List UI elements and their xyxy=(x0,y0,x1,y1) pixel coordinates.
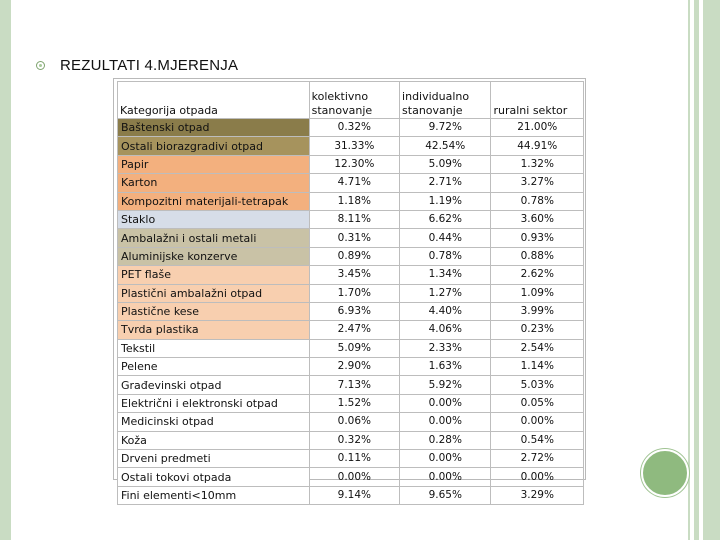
ruralni-cell: 1.09% xyxy=(491,284,584,302)
kolektivno-cell: 1.52% xyxy=(309,394,399,412)
kolektivno-cell: 1.18% xyxy=(309,192,399,210)
table-row xyxy=(118,247,584,265)
table-row xyxy=(118,137,584,155)
kolektivno-cell: 31.33% xyxy=(309,137,399,155)
category-cell: Baštenski otpad xyxy=(118,119,310,137)
header-individualno-line2: stanovanje xyxy=(402,104,463,117)
individualno-cell: 4.40% xyxy=(400,302,491,320)
individualno-cell: 0.44% xyxy=(400,229,491,247)
individualno-cell: 2.33% xyxy=(400,339,491,357)
ruralni-cell: 0.88% xyxy=(491,247,584,265)
ruralni-cell: 44.91% xyxy=(491,137,584,155)
individualno-cell: 0.00% xyxy=(400,413,491,431)
table-row xyxy=(118,450,584,468)
category-cell: Koža xyxy=(118,431,310,449)
kolektivno-cell: 0.00% xyxy=(309,468,399,486)
kolektivno-cell: 0.32% xyxy=(309,431,399,449)
table-row xyxy=(118,266,584,284)
kolektivno-cell: 6.93% xyxy=(309,302,399,320)
category-cell: Plastične kese xyxy=(118,302,310,320)
table-row xyxy=(118,119,584,137)
individualno-cell: 5.92% xyxy=(400,376,491,394)
table-row xyxy=(118,284,584,302)
right-decor-line xyxy=(694,0,699,540)
table-row xyxy=(118,431,584,449)
kolektivno-cell: 2.90% xyxy=(309,358,399,376)
category-cell: Drveni predmeti xyxy=(118,450,310,468)
table-header-row xyxy=(118,82,584,119)
table-body xyxy=(118,119,584,505)
table-row xyxy=(118,468,584,486)
ruralni-cell: 0.23% xyxy=(491,321,584,339)
individualno-cell: 2.71% xyxy=(400,174,491,192)
individualno-cell: 4.06% xyxy=(400,321,491,339)
category-cell: Ostali tokovi otpada xyxy=(118,468,310,486)
kolektivno-cell: 1.70% xyxy=(309,284,399,302)
category-cell: Kompozitni materijali-tetrapak xyxy=(118,192,310,210)
ruralni-cell: 21.00% xyxy=(491,119,584,137)
ruralni-cell: 1.14% xyxy=(491,358,584,376)
individualno-cell: 1.63% xyxy=(400,358,491,376)
individualno-cell: 1.27% xyxy=(400,284,491,302)
header-kolektivno-line2: stanovanje xyxy=(311,104,373,117)
individualno-cell: 9.72% xyxy=(400,119,491,137)
category-cell: Građevinski otpad xyxy=(118,376,310,394)
table-row xyxy=(118,413,584,431)
header-individualno-line1: individualno xyxy=(402,90,470,103)
category-cell: Papir xyxy=(118,155,310,173)
individualno-cell: 0.00% xyxy=(400,468,491,486)
table-row xyxy=(118,155,584,173)
ruralni-cell: 0.00% xyxy=(491,468,584,486)
category-cell: Medicinski otpad xyxy=(118,413,310,431)
bullet-icon xyxy=(36,61,45,70)
ruralni-cell: 3.27% xyxy=(491,174,584,192)
category-cell: Plastični ambalažni otpad xyxy=(118,284,310,302)
right-decor-bar xyxy=(703,0,720,540)
kolektivno-cell: 0.89% xyxy=(309,247,399,265)
category-cell: Pelene xyxy=(118,358,310,376)
kolektivno-cell: 8.11% xyxy=(309,210,399,228)
individualno-cell: 0.78% xyxy=(400,247,491,265)
header-ruralni: ruralni sektor xyxy=(491,82,584,119)
kolektivno-cell: 0.06% xyxy=(309,413,399,431)
category-cell: Fini elementi<10mm xyxy=(118,486,310,504)
kolektivno-cell: 0.11% xyxy=(309,450,399,468)
ruralni-cell: 2.72% xyxy=(491,450,584,468)
table-row xyxy=(118,358,584,376)
individualno-cell: 1.34% xyxy=(400,266,491,284)
kolektivno-cell: 12.30% xyxy=(309,155,399,173)
ruralni-cell: 0.00% xyxy=(491,413,584,431)
individualno-cell: 5.09% xyxy=(400,155,491,173)
category-cell: Ostali biorazgradivi otpad xyxy=(118,137,310,155)
table-row xyxy=(118,229,584,247)
individualno-cell: 0.28% xyxy=(400,431,491,449)
category-cell: Staklo xyxy=(118,210,310,228)
header-kolektivno-line1: kolektivno xyxy=(311,90,369,103)
header-category: Kategorija otpada xyxy=(118,82,310,119)
ruralni-cell: 3.60% xyxy=(491,210,584,228)
kolektivno-cell: 9.14% xyxy=(309,486,399,504)
ruralni-cell: 1.32% xyxy=(491,155,584,173)
category-cell: Tekstil xyxy=(118,339,310,357)
table-row xyxy=(118,210,584,228)
category-cell: Tvrda plastika xyxy=(118,321,310,339)
right-decor-line xyxy=(688,0,690,540)
table-row xyxy=(118,321,584,339)
table-row xyxy=(118,192,584,210)
category-cell: Ambalažni i ostali metali xyxy=(118,229,310,247)
table-row xyxy=(118,394,584,412)
kolektivno-cell: 0.32% xyxy=(309,119,399,137)
results-table-image xyxy=(113,78,586,502)
kolektivno-cell: 7.13% xyxy=(309,376,399,394)
table-row xyxy=(118,302,584,320)
ruralni-cell: 3.99% xyxy=(491,302,584,320)
individualno-cell: 42.54% xyxy=(400,137,491,155)
individualno-cell: 6.62% xyxy=(400,210,491,228)
ruralni-cell: 0.78% xyxy=(491,192,584,210)
ruralni-cell: 2.54% xyxy=(491,339,584,357)
category-cell: Aluminijske konzerve xyxy=(118,247,310,265)
individualno-cell: 1.19% xyxy=(400,192,491,210)
kolektivno-cell: 5.09% xyxy=(309,339,399,357)
header-individualno xyxy=(400,82,491,119)
table-row xyxy=(118,174,584,192)
kolektivno-cell: 2.47% xyxy=(309,321,399,339)
category-cell: PET flaše xyxy=(118,266,310,284)
ruralni-cell: 3.29% xyxy=(491,486,584,504)
ruralni-cell: 2.62% xyxy=(491,266,584,284)
individualno-cell: 9.65% xyxy=(400,486,491,504)
individualno-cell: 0.00% xyxy=(400,394,491,412)
table-row xyxy=(118,376,584,394)
individualno-cell: 0.00% xyxy=(400,450,491,468)
left-decor-bar xyxy=(0,0,11,540)
category-cell: Karton xyxy=(118,174,310,192)
slide-title: REZULTATI 4.MJERENJA xyxy=(60,56,239,74)
kolektivno-cell: 3.45% xyxy=(309,266,399,284)
table-row xyxy=(118,339,584,357)
decor-circle xyxy=(641,449,689,497)
ruralni-cell: 0.05% xyxy=(491,394,584,412)
ruralni-cell: 0.93% xyxy=(491,229,584,247)
ruralni-cell: 5.03% xyxy=(491,376,584,394)
slide-title-row xyxy=(36,55,238,75)
ruralni-cell: 0.54% xyxy=(491,431,584,449)
results-table xyxy=(117,81,584,505)
header-kolektivno xyxy=(309,82,399,119)
category-cell: Električni i elektronski otpad xyxy=(118,394,310,412)
table-row xyxy=(118,486,584,504)
kolektivno-cell: 4.71% xyxy=(309,174,399,192)
kolektivno-cell: 0.31% xyxy=(309,229,399,247)
